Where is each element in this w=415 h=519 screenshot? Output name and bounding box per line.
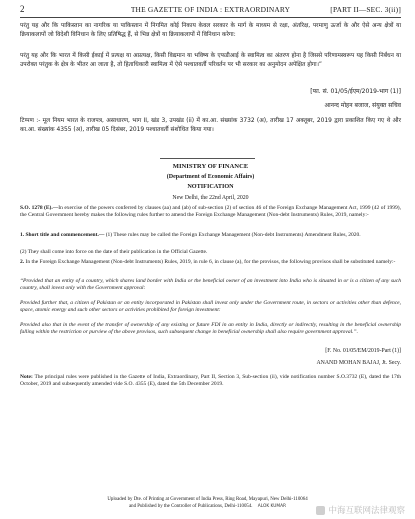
rule-2-number: 2. [20, 259, 25, 265]
wechat-logo-icon [316, 506, 325, 515]
note-text: The principal rules were published in the Gazette of India, Extraordinary, Part II, Section 3, Sub-section (ii), vide notification number S.O.3732 (E), dated the 17th October, 2019 and subsequently amended vide S.O. 4355 (E), dated the 5th December 2019. [20, 374, 401, 388]
footer-line-1: Uploaded by Dte. of Printing at Government of India Press, Ring Road, Mayapuri, New Delhi-110064 [107, 497, 308, 502]
notification-date: New Delhi, the 22nd April, 2020 [172, 195, 249, 201]
rule-1-text: (1) These rules may be called the Foreign Exchange Management (Non-debt Instruments) Amendment Rules, 2020. [104, 232, 361, 238]
proviso-3: Provided also that in the event of the transfer of ownership of any existing or future FDI in an entity in India, directly or indirectly, resulting in the beneficial ownership falling within the restriction or purview of the above provisos, such subsequent change in beneficial ownership shall also require government approval.”. [20, 322, 401, 336]
header-rule [20, 17, 401, 18]
hindi-signatory: आनन्द मोहन बजाज, संयुक्त सचिव [324, 102, 401, 109]
notification-heading: NOTIFICATION [187, 183, 234, 190]
preamble-text: In exercise of the powers conferred by clauses (aa) and (ab) of sub-section (2) of section 46 of the Foreign Exchange Management Act, 1999 (42 of 1999), the Central Government hereby makes the following rules further to amend the Foreign Exchange Management (Non-debt Instruments) Rules, 2019, namely:- [20, 205, 402, 219]
english-note [20, 374, 401, 389]
digital-signature-name: ALOK KUMAR [257, 504, 287, 510]
english-signatory: ANAND MOHAN BAJAJ, Jt. Secy. [316, 360, 401, 366]
english-file-reference: [F. No. 01/05/EM/2019-Part (1)] [325, 348, 401, 354]
proviso-2: Provided further that, a citizen of Pakistan or an entity incorporated in Pakistan shall invest only under the Government route, in sectors or activities other than defence, space, atomic energy and such other sectors or activities prohibited for foreign investment: [20, 300, 401, 314]
footer-publisher: and Published by the Controller of Publications, Delhi-110054. [128, 504, 253, 510]
note-label: Note: [20, 374, 33, 380]
rule-1 [20, 232, 401, 239]
ministry-title: MINISTRY OF FINANCE [172, 163, 249, 170]
watermark [316, 504, 405, 516]
section-divider [160, 158, 255, 159]
part-section: [PART II—SEC. 3(ii)] [330, 5, 401, 14]
hindi-proviso-1: परंतु यह और कि पाकिस्तान का नागरिक या पाकिस्तान में निगमित कोई निकाय केवल सरकार के मार्ग के माध्यम से रक्षा, अंतरिक्ष, परमाणु ऊर्जा के और ऐसे अन्य क्षेत्रों या क्रियाकलापों जो विदेशी विनिधान के लिए प्रतिषिद्ध हैं, से भिन्न क्षेत्रों या क्रियाकलापों में विनिधान करेगा: [20, 23, 401, 39]
rule-1-heading: 1. Short title and commencement.— [20, 232, 105, 238]
hindi-file-reference: [फा. सं. 01/05/ईएम/2019-भाग (1)] [310, 88, 401, 95]
watermark-text: 中海互联网法律观察 [328, 506, 405, 516]
department-title: (Department of Economic Affairs) [166, 174, 255, 180]
preamble-paragraph [20, 205, 401, 220]
hindi-note: टिप्पण :- मूल नियम भारत के राजपत्र, असाधारण, भाग II, खंड 3, उपखंड (ii) में का.आ. संख्यांक 3732 (अ), तारीख 17 अक्तूबर, 2019 द्वारा प्रकाशित किए गए थे और का.आ. संख्यांक 4355 (अ), तारीख 05 दिसंबर, 2019 पश्चातवर्ती संशोधित किया गया। [20, 118, 401, 134]
so-number: S.O. 1278 (E).— [20, 205, 59, 211]
proviso-1: “Provided that an entity of a country, which shares land border with India or the beneficial owner of an investment into India who is situated in or is a citizen of any such country, shall invest only with the Government approval: [20, 278, 401, 292]
rule-2 [20, 259, 401, 266]
hindi-proviso-2: परंतु यह और कि भारत में किसी ईकाई में प्रत्यक्ष या अप्रत्यक्ष, किसी विद्यमान या भविष्य के एफडीआई के स्वामित्व का अंतरण होना है जिससे परिणामस्वरूप यह किसी निर्बंधन या उपरोक्त परंतुक के क्षेत्र के भीतर आ जाता है, तो हिताधिकारी स्वामित्व में ऐसे पश्चातवर्ती परिवर्तन पर भी सरकार का अनुमोदन अपेक्षित होगा।” [20, 53, 401, 69]
page-number: 2 [20, 4, 25, 14]
gazette-title: THE GAZETTE OF INDIA : EXTRAORDINARY [130, 5, 291, 14]
rule-2-text: In the Foreign Exchange Management (Non-debt Instruments) Rules, 2019, in rule 6, in clause (a), for the provisos, the following provisos shall be substituted namely:- [24, 259, 396, 265]
page-header [20, 3, 401, 17]
rule-1-sub-2: (2) They shall come into force on the date of their publication in the Official Gazette. [20, 249, 208, 255]
